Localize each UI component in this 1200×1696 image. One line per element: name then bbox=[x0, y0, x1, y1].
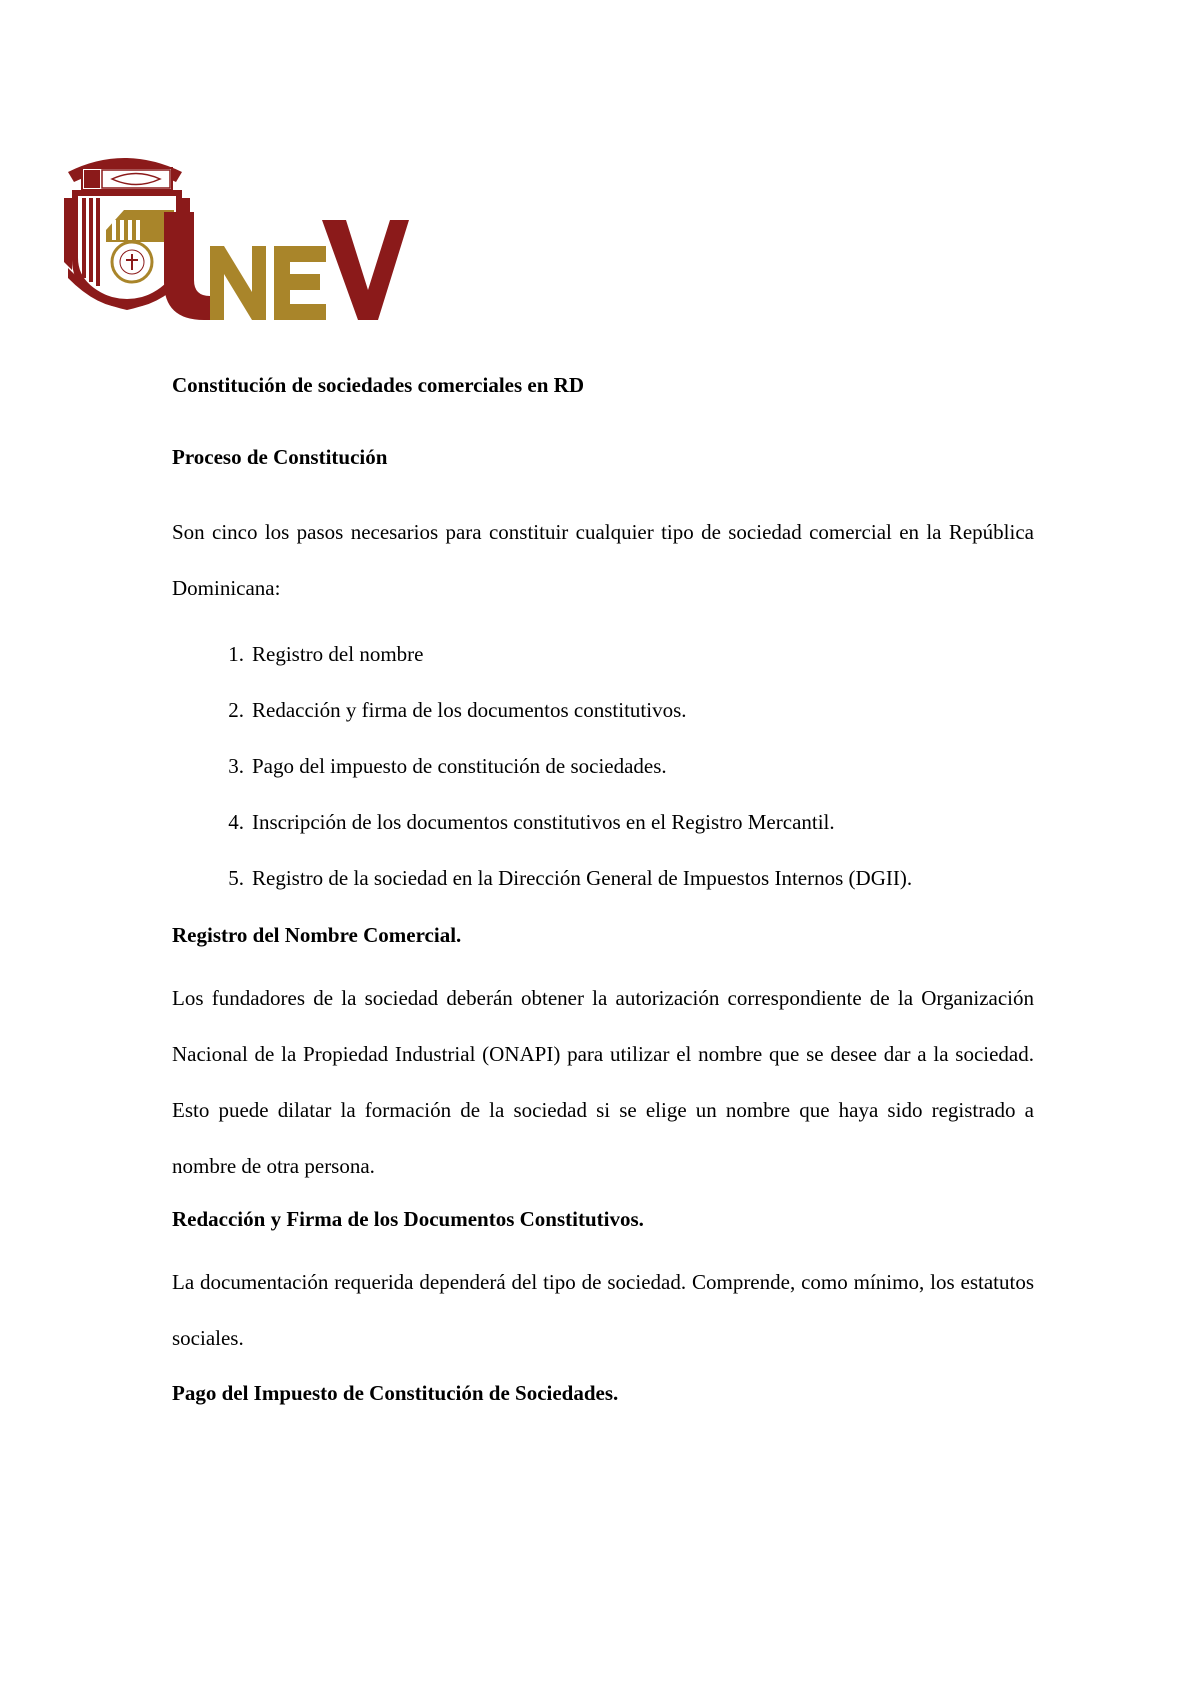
list-item-number: 5. bbox=[228, 866, 244, 890]
list-item-number: 3. bbox=[228, 754, 244, 778]
intro-paragraph: Son cinco los pasos necesarios para constituir cualquier tipo de sociedad comercial en la República Dominicana: bbox=[172, 520, 1034, 600]
list-item bbox=[172, 682, 1034, 738]
unev-logo bbox=[64, 150, 409, 325]
document-body bbox=[172, 370, 1034, 1408]
document-title: Constitución de sociedades comerciales en RD bbox=[172, 373, 584, 397]
list-item bbox=[172, 850, 1034, 906]
section-heading-name: Registro del Nombre Comercial. bbox=[172, 923, 462, 947]
section-heading-docs: Redacción y Firma de los Documentos Constitutivos. bbox=[172, 1207, 644, 1231]
list-item-number: 1. bbox=[228, 642, 244, 666]
section-heading-tax: Pago del Impuesto de Constitución de Sociedades. bbox=[172, 1381, 619, 1405]
list-item-text: Redacción y firma de los documentos constitutivos. bbox=[252, 698, 687, 722]
list-item bbox=[172, 738, 1034, 794]
steps-list bbox=[172, 626, 1034, 906]
list-item-text: Inscripción de los documentos constitutivos en el Registro Mercantil. bbox=[252, 810, 835, 834]
docs-paragraph: La documentación requerida dependerá del tipo de sociedad. Comprende, como mínimo, los estatutos sociales. bbox=[172, 1270, 1034, 1350]
list-item bbox=[172, 626, 1034, 682]
list-item-text: Registro del nombre bbox=[252, 642, 424, 666]
unev-logo-graphic bbox=[64, 150, 409, 325]
list-item-text: Registro de la sociedad en la Dirección General de Impuestos Internos (DGII). bbox=[252, 866, 913, 890]
section-heading-process: Proceso de Constitución bbox=[172, 445, 388, 469]
list-item-number: 2. bbox=[228, 698, 244, 722]
list-item-text: Pago del impuesto de constitución de sociedades. bbox=[252, 754, 667, 778]
list-item bbox=[172, 794, 1034, 850]
list-item-number: 4. bbox=[228, 810, 244, 834]
name-paragraph: Los fundadores de la sociedad deberán obtener la autorización correspondiente de la Organización Nacional de la Propiedad Industrial (ONAPI) para utilizar el nombre que se desee dar a la sociedad. Esto puede dilatar la formación de la sociedad si se elige un nombre que haya sido registrado a nombre de otra persona. bbox=[172, 986, 1034, 1178]
